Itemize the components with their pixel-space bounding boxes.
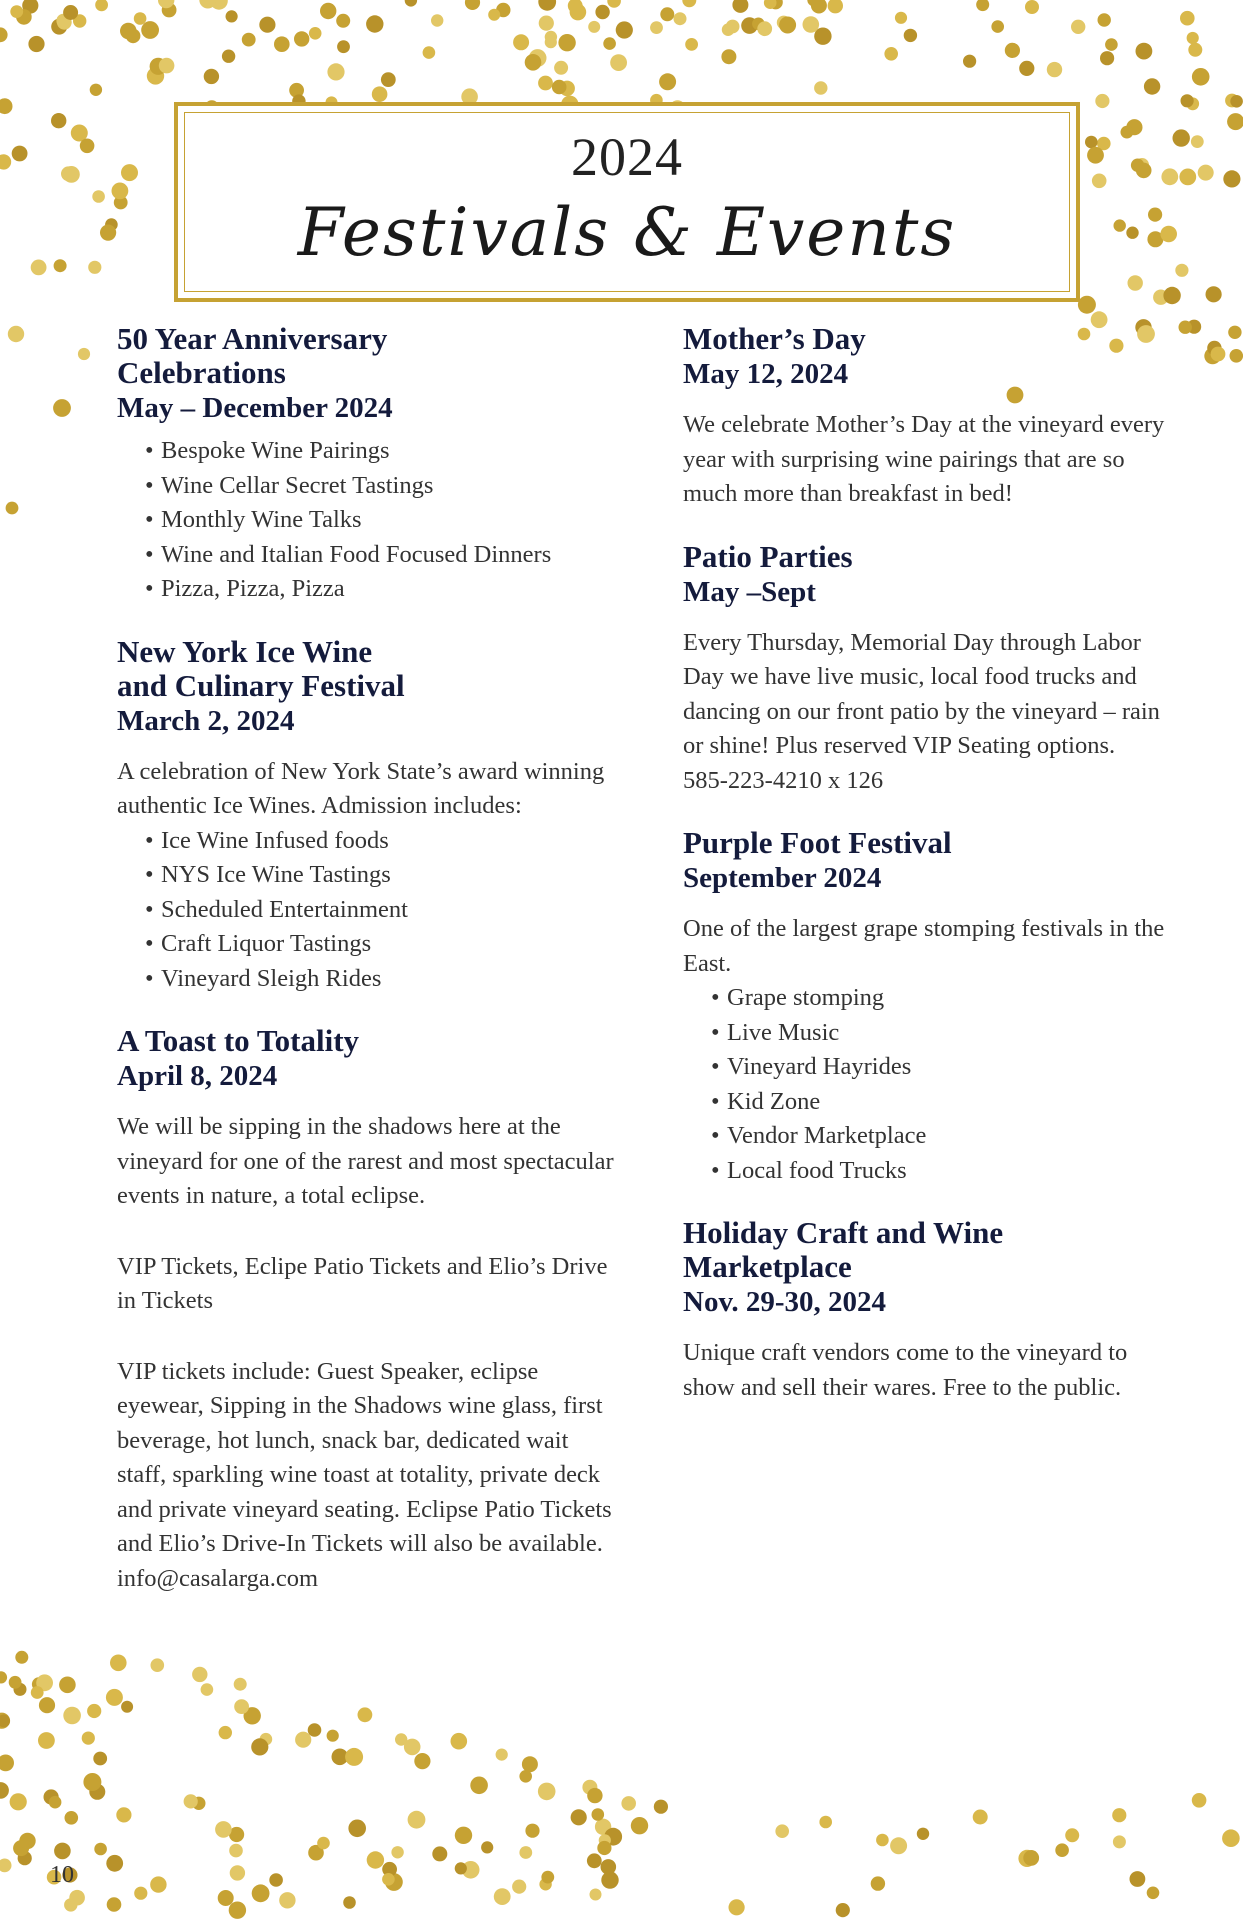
confetti-dot xyxy=(82,1732,95,1745)
confetti-dot xyxy=(391,1846,403,1858)
confetti-dot xyxy=(1121,126,1134,139)
confetti-dot xyxy=(134,12,147,25)
list-item: • Pizza, Pizza, Pizza xyxy=(145,572,617,607)
confetti-dot xyxy=(423,46,436,59)
confetti-dot xyxy=(51,113,66,128)
confetti-dot xyxy=(1228,326,1241,339)
confetti-dot xyxy=(222,50,235,63)
confetti-dot xyxy=(218,1890,234,1906)
patio-description: Every Thursday, Memorial Day through Labor Day we have live music, local food trucks and dancing on our front patio by the vineyard – rain or shine! Plus reserved VIP Seating options. xyxy=(683,628,1160,759)
confetti-dot xyxy=(65,1811,79,1825)
confetti-dot xyxy=(991,20,1004,33)
confetti-dot xyxy=(0,1782,9,1799)
totality-vip-details: VIP tickets include: Guest Speaker, eclipse eyewear, Sipping in the Shadows wine glass, first beverage, hot lunch, snack bar, dedicated wait staff, sparkling wine toast at totality, private deck and private vineyard seating. Eclipse Patio Tickets and Elio’s Drive-In Tickets will also be available. xyxy=(117,1357,612,1557)
confetti-dot xyxy=(455,1827,472,1844)
confetti-dot xyxy=(192,1667,207,1682)
title-banner xyxy=(174,102,1080,302)
confetti-dot xyxy=(545,36,557,48)
confetti-dot xyxy=(88,261,101,274)
anniversary-section xyxy=(117,322,617,607)
confetti-dot xyxy=(1147,1887,1160,1900)
list-item: • Vineyard Hayrides xyxy=(711,1050,1183,1085)
anniversary-title-line2: Celebrations xyxy=(117,355,286,390)
confetti-dot xyxy=(587,1788,602,1803)
confetti-dot xyxy=(1180,11,1195,26)
confetti-dot xyxy=(372,86,388,102)
holiday-title-line1: Holiday Craft and Wine xyxy=(683,1215,1004,1250)
list-item: • Kid Zone xyxy=(711,1085,1183,1120)
confetti-dot xyxy=(317,1837,330,1850)
confetti-dot xyxy=(1092,174,1107,189)
confetti-dot xyxy=(150,1876,166,1892)
patio-section xyxy=(683,540,1183,799)
confetti-dot xyxy=(274,36,290,52)
icewine-section xyxy=(117,635,617,997)
confetti-dot xyxy=(226,10,238,22)
confetti-dot xyxy=(455,1862,467,1874)
confetti-dot xyxy=(38,1732,55,1749)
confetti-dot xyxy=(12,146,28,162)
confetti-dot xyxy=(320,3,336,19)
confetti-dot xyxy=(519,1846,532,1859)
confetti-dot xyxy=(554,61,568,75)
confetti-dot xyxy=(251,1738,268,1755)
confetti-dot xyxy=(381,72,396,87)
purple-foot-list xyxy=(683,981,1183,1188)
confetti-dot xyxy=(159,58,175,74)
confetti-dot xyxy=(87,1704,101,1718)
confetti-dot xyxy=(819,1816,832,1829)
confetti-dot xyxy=(0,1671,7,1683)
confetti-dot xyxy=(242,33,256,47)
confetti-dot xyxy=(1065,1828,1079,1842)
confetti-dot xyxy=(607,0,621,8)
confetti-dot xyxy=(1047,62,1062,77)
confetti-dot xyxy=(538,1783,556,1801)
confetti-dot xyxy=(1223,170,1240,187)
confetti-dot xyxy=(522,1756,538,1772)
mothers-day-title: Mother’s Day xyxy=(683,321,866,356)
confetti-dot xyxy=(1078,296,1096,314)
confetti-dot xyxy=(0,27,8,42)
confetti-dot xyxy=(513,34,529,50)
list-item: • Wine and Italian Food Focused Dinners xyxy=(145,538,617,573)
confetti-dot xyxy=(10,5,23,18)
confetti-dot xyxy=(0,1859,12,1873)
confetti-dot xyxy=(871,1876,885,1890)
confetti-dot xyxy=(69,1890,85,1906)
mothers-day-description: We celebrate Mother’s Day at the vineyard every year with surprising wine pairings that are so much more than breakfast in bed! xyxy=(683,411,1165,507)
purple-foot-section xyxy=(683,826,1183,1188)
confetti-dot xyxy=(327,1730,339,1742)
confetti-dot xyxy=(519,1770,532,1783)
confetti-dot xyxy=(973,1810,988,1825)
confetti-dot xyxy=(106,1855,123,1872)
confetti-dot xyxy=(674,12,687,25)
confetti-dot xyxy=(682,0,696,7)
confetti-dot xyxy=(295,1732,311,1748)
confetti-dot xyxy=(13,1840,29,1856)
confetti-dot xyxy=(587,1853,602,1868)
confetti-dot xyxy=(488,9,500,21)
confetti-dot xyxy=(9,1676,22,1689)
confetti-dot xyxy=(1211,347,1226,362)
confetti-dot xyxy=(1025,0,1039,14)
confetti-dot xyxy=(431,14,443,26)
confetti-dot xyxy=(201,1683,214,1696)
confetti-dot xyxy=(538,76,553,91)
confetti-dot xyxy=(451,1733,468,1750)
confetti-dot xyxy=(494,1888,511,1905)
confetti-dot xyxy=(39,1697,55,1713)
confetti-dot xyxy=(112,183,129,200)
confetti-dot xyxy=(595,5,609,19)
confetti-dot xyxy=(541,1871,554,1884)
confetti-dot xyxy=(525,54,542,71)
list-item: • Monthly Wine Talks xyxy=(145,503,617,538)
anniversary-list xyxy=(117,434,617,607)
confetti-dot xyxy=(110,1655,127,1672)
confetti-dot xyxy=(107,1897,122,1912)
confetti-dot xyxy=(1227,113,1243,130)
confetti-dot xyxy=(1192,68,1210,86)
confetti-dot xyxy=(6,502,19,515)
confetti-dot xyxy=(1181,94,1194,107)
confetti-dot xyxy=(685,38,698,51)
confetti-dot xyxy=(603,37,616,50)
confetti-dot xyxy=(327,63,344,80)
purple-foot-description: One of the largest grape stomping festivals in the East. xyxy=(683,915,1165,977)
confetti-dot xyxy=(1112,1808,1126,1822)
confetti-dot xyxy=(8,326,24,342)
confetti-dot xyxy=(1160,226,1177,243)
confetti-dot xyxy=(405,0,417,7)
confetti-dot xyxy=(1161,168,1178,185)
confetti-dot xyxy=(367,1851,384,1868)
icewine-list xyxy=(117,824,617,997)
confetti-dot xyxy=(1188,43,1202,57)
confetti-dot xyxy=(252,1884,270,1902)
confetti-dot xyxy=(757,21,772,36)
confetti-dot xyxy=(53,399,71,417)
confetti-dot xyxy=(558,34,575,51)
icewine-description: A celebration of New York State’s award winning authentic Ice Wines. Admission includes: xyxy=(117,757,605,819)
confetti-dot xyxy=(54,259,67,272)
confetti-dot xyxy=(120,23,137,40)
list-item: • Ice Wine Infused foods xyxy=(145,824,617,859)
confetti-dot xyxy=(1114,219,1126,231)
confetti-dot xyxy=(1230,349,1243,363)
page-number: 10 xyxy=(50,1862,74,1888)
confetti-dot xyxy=(1191,135,1204,148)
confetti-dot xyxy=(10,1793,27,1810)
confetti-dot xyxy=(729,1899,745,1915)
confetti-dot xyxy=(660,7,674,21)
confetti-dot xyxy=(219,1726,232,1739)
left-column xyxy=(117,322,617,1624)
confetti-dot xyxy=(588,21,600,33)
confetti-dot xyxy=(621,1796,636,1811)
totality-section xyxy=(117,1024,617,1596)
confetti-dot xyxy=(366,15,383,32)
totality-email[interactable]: info@casalarga.com xyxy=(117,1564,319,1592)
confetti-dot xyxy=(525,1824,539,1838)
confetti-dot xyxy=(803,16,820,33)
holiday-section xyxy=(683,1216,1183,1405)
confetti-dot xyxy=(1163,287,1180,304)
confetti-dot xyxy=(121,1701,133,1713)
confetti-dot xyxy=(1023,1850,1039,1866)
list-item: • Vendor Marketplace xyxy=(711,1119,1183,1154)
confetti-dot xyxy=(1095,94,1109,108)
confetti-dot xyxy=(1136,163,1152,179)
confetti-dot xyxy=(230,1865,245,1880)
confetti-dot xyxy=(610,54,627,71)
confetti-dot xyxy=(570,4,587,21)
confetti-dot xyxy=(432,1846,447,1861)
anniversary-title-line1: 50 Year Anniversary xyxy=(117,321,388,356)
confetti-dot xyxy=(814,81,827,94)
confetti-dot xyxy=(1148,208,1162,222)
confetti-dot xyxy=(1105,38,1118,51)
confetti-dot xyxy=(1179,169,1196,186)
confetti-dot xyxy=(61,166,76,181)
confetti-dot xyxy=(539,16,554,31)
confetti-dot xyxy=(229,1902,246,1919)
confetti-dot xyxy=(141,21,159,39)
confetti-dot xyxy=(654,1800,668,1814)
totality-date: April 8, 2024 xyxy=(117,1060,278,1092)
confetti-dot xyxy=(1206,286,1222,302)
purple-foot-date: September 2024 xyxy=(683,862,882,894)
confetti-dot xyxy=(496,1749,508,1761)
confetti-dot xyxy=(1173,129,1190,146)
confetti-dot xyxy=(100,225,116,241)
confetti-dot xyxy=(229,1844,243,1858)
confetti-dot xyxy=(63,5,78,20)
confetti-dot xyxy=(590,1889,602,1901)
right-column xyxy=(683,322,1183,1433)
confetti-dot xyxy=(1055,1843,1069,1857)
confetti-dot xyxy=(616,21,633,38)
list-item: • Local food Trucks xyxy=(711,1154,1183,1189)
title-year: 2024 xyxy=(571,127,683,187)
confetti-dot xyxy=(1175,264,1188,277)
confetti-dot xyxy=(1087,147,1104,164)
confetti-dot xyxy=(1192,1793,1207,1808)
confetti-dot xyxy=(1187,32,1199,44)
list-item: • Craft Liquor Tastings xyxy=(145,927,617,962)
confetti-dot xyxy=(54,1843,71,1860)
confetti-dot xyxy=(465,0,480,10)
confetti-dot xyxy=(1098,13,1111,26)
confetti-dot xyxy=(348,1820,366,1838)
confetti-dot xyxy=(28,36,44,52)
confetti-dot xyxy=(597,1841,611,1855)
confetti-dot xyxy=(904,29,917,42)
icewine-date: March 2, 2024 xyxy=(117,704,295,737)
confetti-dot xyxy=(408,1811,426,1829)
confetti-dot xyxy=(121,164,138,181)
holiday-date: Nov. 29-30, 2024 xyxy=(683,1286,886,1318)
confetti-dot xyxy=(134,1887,147,1900)
confetti-dot xyxy=(414,1753,430,1769)
confetti-dot xyxy=(78,348,90,360)
purple-foot-title: Purple Foot Festival xyxy=(683,825,952,860)
confetti-dot xyxy=(345,1748,363,1766)
confetti-dot xyxy=(151,1658,165,1672)
list-item: • Wine Cellar Secret Tastings xyxy=(145,469,617,504)
list-item: • Grape stomping xyxy=(711,981,1183,1016)
confetti-dot xyxy=(1019,61,1034,76)
confetti-dot xyxy=(512,1880,526,1894)
confetti-dot xyxy=(93,1752,107,1766)
totality-title: A Toast to Totality xyxy=(117,1023,360,1058)
confetti-dot xyxy=(659,73,676,90)
confetti-dot xyxy=(976,0,989,11)
confetti-dot xyxy=(215,1821,232,1838)
confetti-dot xyxy=(336,14,350,28)
confetti-dot xyxy=(917,1828,929,1840)
confetti-dot xyxy=(308,1723,322,1737)
confetti-dot xyxy=(963,55,976,68)
confetti-dot xyxy=(722,23,735,36)
confetti-dot xyxy=(294,31,309,46)
confetti-dot xyxy=(116,1807,131,1822)
confetti-dot xyxy=(1198,165,1214,181)
confetti-dot xyxy=(721,49,736,64)
holiday-title-line2: Marketplace xyxy=(683,1249,852,1284)
confetti-dot xyxy=(1100,51,1114,65)
confetti-dot xyxy=(1130,1871,1146,1887)
confetti-dot xyxy=(890,1837,907,1854)
confetti-dot xyxy=(31,1686,44,1699)
confetti-dot xyxy=(775,1824,789,1838)
list-item: • Vineyard Sleigh Rides xyxy=(145,962,617,997)
confetti-dot xyxy=(0,154,11,169)
confetti-dot xyxy=(1136,43,1153,60)
confetti-dot xyxy=(94,1843,107,1856)
patio-phone: 585-223-4210 x 126 xyxy=(683,766,884,794)
confetti-dot xyxy=(470,1777,488,1795)
confetti-dot xyxy=(95,0,108,11)
confetti-dot xyxy=(592,1808,605,1821)
confetti-dot xyxy=(15,1651,28,1664)
confetti-dot xyxy=(309,27,322,40)
confetti-dot xyxy=(259,17,275,33)
totality-description: We will be sipping in the shadows here at the vineyard for one of the rarest and most spectacular events in nature, a total eclipse. xyxy=(117,1113,614,1209)
anniversary-date: May – December 2024 xyxy=(117,392,393,424)
patio-title: Patio Parties xyxy=(683,538,853,574)
list-item: • Scheduled Entertainment xyxy=(145,893,617,928)
confetti-dot xyxy=(59,1677,76,1694)
mothers-day-section xyxy=(683,322,1183,512)
confetti-dot xyxy=(1085,136,1098,149)
confetti-dot xyxy=(337,40,350,53)
confetti-dot xyxy=(601,1871,618,1888)
totality-tickets: VIP Tickets, Eclipe Patio Tickets and Elio’s Drive in Tickets xyxy=(117,1252,608,1314)
confetti-dot xyxy=(343,1896,356,1909)
confetti-dot xyxy=(106,1689,123,1706)
confetti-dot xyxy=(836,1903,850,1917)
title-script: Festivals & Events xyxy=(297,194,957,271)
confetti-dot xyxy=(80,139,95,154)
patio-date: May –Sept xyxy=(683,575,816,608)
confetti-dot xyxy=(571,1809,587,1825)
confetti-dot xyxy=(204,69,219,84)
confetti-dot xyxy=(732,0,748,13)
list-item: • Bespoke Wine Pairings xyxy=(145,434,617,469)
confetti-dot xyxy=(90,84,102,96)
icewine-title-line2: and Culinary Festival xyxy=(117,667,405,703)
confetti-dot xyxy=(49,1796,62,1809)
confetti-dot xyxy=(279,1892,295,1908)
holiday-description: Unique craft vendors come to the vineyard to show and sell their wares. Free to the public. xyxy=(683,1339,1128,1401)
confetti-dot xyxy=(650,21,663,34)
confetti-dot xyxy=(1230,95,1243,108)
confetti-dot xyxy=(1126,227,1138,239)
confetti-dot xyxy=(358,1707,373,1722)
confetti-dot xyxy=(1128,275,1143,290)
confetti-dot xyxy=(1113,1835,1126,1848)
confetti-dot xyxy=(884,47,898,61)
confetti-dot xyxy=(1071,20,1085,34)
list-item: • NYS Ice Wine Tastings xyxy=(145,858,617,893)
confetti-dot xyxy=(828,0,843,13)
confetti-dot xyxy=(234,1678,247,1691)
confetti-dot xyxy=(876,1834,889,1847)
mothers-day-date: May 12, 2024 xyxy=(683,358,849,390)
icewine-title-line1: New York Ice Wine xyxy=(117,633,373,669)
confetti-dot xyxy=(184,1794,198,1808)
confetti-dot xyxy=(481,1841,493,1853)
confetti-dot xyxy=(0,1755,14,1772)
confetti-dot xyxy=(1222,1829,1240,1847)
confetti-dot xyxy=(395,1733,407,1745)
confetti-dot xyxy=(779,17,796,34)
confetti-dot xyxy=(382,1873,395,1886)
confetti-dot xyxy=(1144,78,1160,94)
confetti-dot xyxy=(31,260,47,276)
confetti-dot xyxy=(269,1873,283,1887)
confetti-dot xyxy=(895,12,907,24)
confetti-dot xyxy=(0,98,13,114)
list-item: • Live Music xyxy=(711,1016,1183,1051)
confetti-dot xyxy=(83,1773,101,1791)
confetti-dot xyxy=(631,1817,648,1834)
confetti-dot xyxy=(92,190,105,203)
confetti-dot xyxy=(552,80,567,95)
confetti-dot xyxy=(234,1699,249,1714)
confetti-dot xyxy=(63,1707,81,1725)
confetti-dot xyxy=(1005,43,1020,58)
confetti-dot xyxy=(538,0,556,11)
